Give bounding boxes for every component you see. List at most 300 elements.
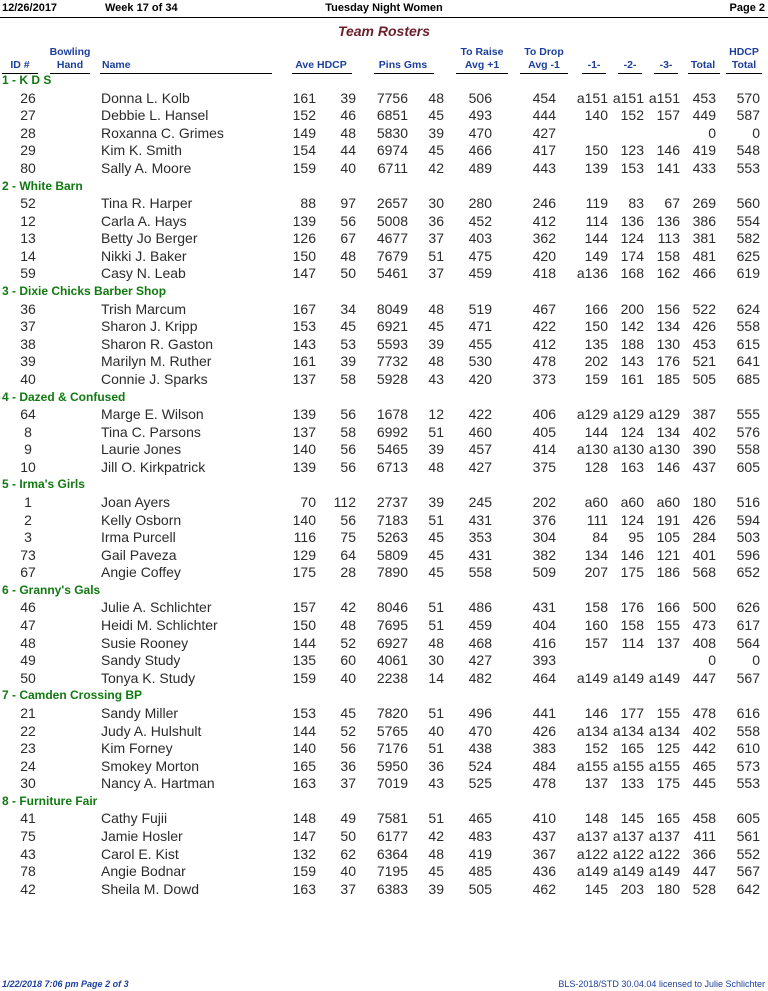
cell-hdcp: 40 — [340, 669, 356, 686]
cell-gms: 42 — [428, 159, 444, 176]
cell-htotal: 553 — [736, 775, 760, 792]
cell-g3: 162 — [656, 265, 680, 282]
cell-raise: 431 — [468, 511, 492, 528]
cell-drop: 373 — [532, 370, 556, 387]
cell-drop: 443 — [532, 159, 556, 176]
cell-g3: a149 — [648, 669, 680, 686]
cell-hdcp: 44 — [340, 142, 356, 159]
cell-gms: 48 — [428, 89, 444, 106]
cell-g2: 133 — [620, 775, 644, 792]
cell-g1: 152 — [584, 740, 608, 757]
cell-g3: a134 — [648, 722, 680, 739]
cell-hdcp: 64 — [340, 546, 356, 563]
cell-g3: 146 — [656, 458, 680, 475]
cell-htotal: 558 — [736, 722, 760, 739]
cell-htotal: 685 — [736, 370, 760, 387]
cell-htotal: 567 — [736, 669, 760, 686]
cell-total: 449 — [692, 107, 716, 124]
cell-name: Carol E. Kist — [101, 845, 179, 862]
cell-gms: 39 — [428, 335, 444, 352]
cell-htotal: 564 — [736, 634, 760, 651]
cell-htotal: 652 — [736, 564, 760, 581]
report-date: 12/26/2017 — [2, 2, 58, 14]
cell-raise: 485 — [468, 863, 492, 880]
cell-hdcp: 39 — [340, 353, 356, 370]
footer-license: BLS-2018/STD 30.04.04 licensed to Julie Schlichter — [558, 979, 765, 989]
cell-raise: 419 — [468, 845, 492, 862]
cell-raise: 245 — [468, 493, 492, 510]
cell-g1: 111 — [586, 511, 608, 528]
cell-ave: 139 — [292, 212, 316, 229]
cell-total: 473 — [692, 617, 716, 633]
cell-drop: 417 — [532, 142, 556, 159]
cell-id: 38 — [20, 335, 36, 352]
col-total: Total — [690, 59, 716, 71]
cell-g2: 124 — [620, 423, 644, 440]
cell-g3: 166 — [656, 599, 680, 616]
underline-hand — [50, 73, 90, 74]
cell-hdcp: 37 — [340, 775, 356, 792]
cell-g2: 161 — [620, 370, 644, 387]
cell-g2: a134 — [612, 722, 644, 739]
cell-hdcp: 40 — [340, 863, 356, 880]
cell-g1: a60 — [584, 493, 608, 510]
col-pins-gms: Pins Gms — [378, 59, 428, 71]
cell-raise: 457 — [468, 441, 492, 458]
cell-pins: 7183 — [376, 511, 408, 528]
col-hdcp-total-2: Total — [731, 59, 757, 71]
cell-gms: 40 — [428, 722, 444, 739]
cell-htotal: 558 — [736, 318, 760, 335]
cell-gms: 51 — [428, 423, 444, 440]
cell-drop: 382 — [532, 546, 556, 563]
cell-name: Kim Forney — [101, 740, 173, 757]
cell-g3: a122 — [648, 845, 680, 862]
cell-id: 40 — [20, 370, 36, 387]
cell-g1: 150 — [584, 318, 608, 335]
cell-name: Julie A. Schlichter — [101, 599, 212, 616]
cell-pins: 5928 — [376, 370, 408, 387]
cell-pins: 5263 — [376, 529, 408, 546]
cell-id: 1 — [24, 493, 32, 510]
cell-gms: 45 — [428, 107, 444, 124]
cell-hdcp: 62 — [340, 845, 356, 862]
cell-gms: 37 — [428, 230, 444, 247]
cell-pins: 4061 — [376, 652, 408, 669]
cell-g3: 130 — [656, 335, 680, 352]
cell-name: Tina R. Harper — [101, 195, 193, 211]
cell-g3: 155 — [656, 617, 680, 633]
cell-drop: 383 — [532, 740, 556, 757]
cell-hdcp: 40 — [340, 159, 356, 176]
cell-g2: a130 — [612, 441, 644, 458]
cell-pins: 5830 — [376, 124, 408, 141]
cell-pins: 4677 — [376, 230, 408, 247]
cell-name: Sally A. Moore — [101, 159, 192, 176]
cell-name: Smokey Morton — [101, 757, 200, 774]
col-hdcp-total-1: HDCP — [729, 46, 759, 58]
cell-g1: 146 — [584, 704, 608, 721]
cell-htotal: 503 — [736, 529, 760, 546]
cell-gms: 36 — [428, 212, 444, 229]
cell-id: 14 — [20, 247, 36, 264]
cell-pins: 6364 — [376, 845, 408, 862]
cell-g1: a130 — [576, 441, 608, 458]
cell-total: 481 — [692, 247, 716, 264]
team-header: 4 - Dazed & Confused — [2, 389, 126, 404]
cell-pins: 1678 — [376, 406, 408, 422]
cell-g1: 158 — [584, 599, 608, 616]
cell-htotal: 615 — [736, 335, 760, 352]
cell-gms: 12 — [428, 406, 444, 422]
cell-id: 46 — [20, 599, 36, 616]
cell-gms: 51 — [428, 511, 444, 528]
cell-name: Judy A. Hulshult — [101, 722, 202, 739]
team-header: 2 - White Barn — [2, 178, 83, 193]
cell-hdcp: 56 — [340, 441, 356, 458]
cell-pins: 6713 — [376, 458, 408, 475]
cell-ave: 152 — [292, 107, 316, 124]
cell-ave: 143 — [292, 335, 316, 352]
cell-g1: 150 — [584, 142, 608, 159]
cell-g3: 157 — [656, 107, 680, 124]
cell-htotal: 605 — [736, 810, 760, 827]
cell-g3: 180 — [656, 880, 680, 897]
cell-g1: 84 — [592, 529, 608, 546]
cell-g2: 124 — [620, 230, 644, 247]
cell-ave: 175 — [292, 564, 316, 581]
cell-name: Sharon J. Kripp — [101, 318, 198, 335]
cell-gms: 45 — [428, 529, 444, 546]
cell-pins: 6974 — [376, 142, 408, 159]
cell-g2: 158 — [620, 617, 644, 633]
cell-g2: 153 — [620, 159, 644, 176]
cell-g2: 163 — [620, 458, 644, 475]
cell-drop: 441 — [532, 704, 556, 721]
cell-name: Sandy Miller — [101, 704, 179, 721]
cell-g1: a136 — [576, 265, 608, 282]
cell-total: 366 — [692, 845, 716, 862]
cell-g2: 200 — [620, 300, 644, 317]
cell-gms: 51 — [428, 247, 444, 264]
cell-pins: 5461 — [376, 265, 408, 282]
cell-gms: 51 — [428, 810, 444, 827]
cell-drop: 362 — [532, 230, 556, 247]
cell-pins: 7019 — [376, 775, 408, 792]
cell-gms: 45 — [428, 863, 444, 880]
cell-id: 41 — [20, 810, 36, 827]
cell-pins: 5809 — [376, 546, 408, 563]
cell-hdcp: 56 — [340, 458, 356, 475]
cell-id: 42 — [20, 880, 36, 897]
col-drop-1: To Drop — [524, 46, 564, 58]
cell-raise: 486 — [468, 599, 492, 616]
cell-htotal: 0 — [752, 652, 760, 669]
cell-g1: 202 — [584, 353, 608, 370]
cell-total: 0 — [708, 652, 716, 669]
cell-id: 67 — [20, 564, 36, 581]
cell-hdcp: 97 — [340, 195, 356, 211]
cell-id: 75 — [20, 828, 36, 844]
cell-drop: 404 — [532, 617, 556, 633]
cell-g3: 165 — [656, 810, 680, 827]
cell-hdcp: 52 — [340, 634, 356, 651]
col-game-1: -1- — [587, 59, 601, 71]
cell-hdcp: 112 — [333, 493, 356, 510]
cell-total: 180 — [692, 493, 716, 510]
cell-htotal: 560 — [736, 195, 760, 211]
cell-g1: 207 — [584, 564, 608, 581]
cell-total: 433 — [692, 159, 716, 176]
cell-drop: 422 — [532, 318, 556, 335]
cell-id: 23 — [20, 740, 36, 757]
cell-name: Trish Marcum — [101, 300, 187, 317]
cell-pins: 7679 — [376, 247, 408, 264]
cell-ave: 165 — [292, 757, 316, 774]
cell-g1: 159 — [584, 370, 608, 387]
cell-pins: 8049 — [376, 300, 408, 317]
cell-id: 39 — [20, 353, 36, 370]
cell-raise: 489 — [468, 159, 492, 176]
cell-name: Sandy Study — [101, 652, 181, 669]
cell-g2: a122 — [612, 845, 644, 862]
cell-htotal: 624 — [736, 300, 760, 317]
cell-drop: 410 — [532, 810, 556, 827]
col-raise-1: To Raise — [460, 46, 504, 58]
cell-total: 500 — [692, 599, 716, 616]
cell-raise: 496 — [468, 704, 492, 721]
week-label: Week 17 of 34 — [105, 2, 178, 14]
cell-ave: 159 — [292, 863, 316, 880]
cell-name: Marilyn M. Ruther — [101, 353, 212, 370]
cell-raise: 459 — [468, 265, 492, 282]
cell-drop: 418 — [532, 265, 556, 282]
cell-raise: 471 — [468, 318, 492, 335]
cell-raise: 506 — [468, 89, 492, 106]
col-ave-hdcp: Ave HDCP — [295, 59, 347, 71]
underline-name — [100, 73, 272, 74]
cell-raise: 455 — [468, 335, 492, 352]
cell-hdcp: 56 — [340, 212, 356, 229]
cell-pins: 7195 — [376, 863, 408, 880]
cell-id: 8 — [24, 423, 32, 440]
cell-g1: 144 — [584, 230, 608, 247]
cell-pins: 6921 — [376, 318, 408, 335]
cell-pins: 5950 — [376, 757, 408, 774]
cell-name: Laurie Jones — [101, 441, 182, 458]
cell-ave: 140 — [292, 511, 316, 528]
col-bowling-hand-2: Hand — [56, 59, 84, 71]
team-header: 7 - Camden Crossing BP — [2, 688, 143, 703]
cell-total: 528 — [692, 880, 716, 897]
cell-g2: 83 — [628, 195, 644, 211]
cell-total: 411 — [693, 828, 716, 844]
underline-pins — [374, 73, 434, 74]
cell-drop: 431 — [532, 599, 556, 616]
cell-raise: 466 — [468, 142, 492, 159]
cell-id: 37 — [20, 318, 36, 335]
cell-name: Connie J. Sparks — [101, 370, 208, 387]
cell-hdcp: 50 — [340, 265, 356, 282]
cell-g1: a149 — [576, 863, 608, 880]
cell-id: 21 — [20, 704, 36, 721]
cell-id: 73 — [20, 546, 36, 563]
cell-ave: 137 — [292, 423, 316, 440]
cell-id: 36 — [20, 300, 36, 317]
cell-pins: 6383 — [376, 880, 408, 897]
cell-ave: 157 — [292, 599, 316, 616]
cell-htotal: 561 — [736, 828, 760, 844]
cell-hdcp: 37 — [340, 880, 356, 897]
header-divider — [0, 17, 768, 18]
cell-raise: 493 — [468, 107, 492, 124]
cell-id: 9 — [24, 441, 32, 458]
underline-raise — [456, 73, 508, 74]
cell-hdcp: 58 — [340, 423, 356, 440]
cell-htotal: 553 — [736, 159, 760, 176]
cell-g2: 146 — [620, 546, 644, 563]
cell-id: 24 — [20, 757, 36, 774]
cell-htotal: 548 — [736, 142, 760, 159]
cell-g3: 105 — [656, 529, 680, 546]
cell-g3: 186 — [656, 564, 680, 581]
cell-drop: 427 — [532, 124, 556, 141]
cell-id: 80 — [20, 159, 36, 176]
cell-drop: 436 — [532, 863, 556, 880]
cell-hdcp: 28 — [340, 564, 356, 581]
underline-drop — [520, 73, 568, 74]
cell-g2: 142 — [620, 318, 644, 335]
cell-htotal: 610 — [736, 740, 760, 757]
cell-raise: 468 — [468, 634, 492, 651]
cell-id: 49 — [20, 652, 36, 669]
cell-g3: 175 — [656, 775, 680, 792]
cell-pins: 7732 — [376, 353, 408, 370]
cell-g2: 143 — [620, 353, 644, 370]
cell-g1: a149 — [576, 669, 608, 686]
cell-drop: 464 — [532, 669, 556, 686]
cell-gms: 39 — [428, 493, 444, 510]
cell-raise: 482 — [468, 669, 492, 686]
cell-ave: 161 — [292, 353, 316, 370]
cell-total: 447 — [692, 669, 716, 686]
cell-g2: a151 — [612, 89, 644, 106]
cell-name: Marge E. Wilson — [101, 406, 204, 422]
cell-raise: 470 — [468, 722, 492, 739]
cell-htotal: 625 — [736, 247, 760, 264]
cell-g2: 123 — [620, 142, 644, 159]
cell-g1: 148 — [584, 810, 608, 827]
cell-total: 458 — [692, 810, 716, 827]
cell-pins: 7756 — [376, 89, 408, 106]
cell-g3: 137 — [656, 634, 680, 651]
cell-pins: 2238 — [376, 669, 408, 686]
cell-g1: 114 — [585, 212, 608, 229]
cell-g2: 152 — [620, 107, 644, 124]
cell-drop: 375 — [532, 458, 556, 475]
cell-raise: 280 — [468, 195, 492, 211]
cell-g3: a130 — [648, 441, 680, 458]
cell-total: 442 — [692, 740, 716, 757]
cell-g3: a151 — [648, 89, 680, 106]
cell-id: 12 — [20, 212, 36, 229]
cell-g2: 168 — [620, 265, 644, 282]
cell-ave: 153 — [292, 704, 316, 721]
cell-total: 568 — [692, 564, 716, 581]
cell-g3: 156 — [656, 300, 680, 317]
cell-drop: 426 — [532, 722, 556, 739]
cell-g3: 134 — [656, 423, 680, 440]
cell-name: Kim K. Smith — [101, 142, 182, 159]
cell-g1: 137 — [584, 775, 608, 792]
cell-hdcp: 53 — [340, 335, 356, 352]
cell-total: 0 — [708, 124, 716, 141]
cell-g3: 136 — [656, 212, 680, 229]
cell-total: 381 — [692, 230, 716, 247]
cell-id: 48 — [20, 634, 36, 651]
cell-ave: 147 — [292, 828, 316, 844]
cell-g2: a129 — [612, 406, 644, 422]
cell-g2: 203 — [620, 880, 644, 897]
cell-g3: 155 — [656, 704, 680, 721]
cell-hdcp: 48 — [340, 617, 356, 633]
cell-g2: a155 — [612, 757, 644, 774]
cell-hdcp: 45 — [340, 318, 356, 335]
league-name: Tuesday Night Women — [325, 2, 443, 14]
cell-g1: a129 — [576, 406, 608, 422]
cell-drop: 478 — [532, 353, 556, 370]
cell-id: 43 — [20, 845, 36, 862]
cell-gms: 51 — [428, 599, 444, 616]
cell-name: Angie Coffey — [101, 564, 181, 581]
cell-g2: 188 — [620, 335, 644, 352]
cell-raise: 525 — [468, 775, 492, 792]
cell-g1: a134 — [576, 722, 608, 739]
cell-htotal: 555 — [736, 406, 760, 422]
cell-pins: 8046 — [376, 599, 408, 616]
cell-htotal: 642 — [736, 880, 760, 897]
cell-g1: a155 — [576, 757, 608, 774]
underline-g1 — [582, 73, 606, 74]
cell-htotal: 587 — [736, 107, 760, 124]
cell-total: 401 — [692, 546, 716, 563]
cell-ave: 139 — [292, 458, 316, 475]
cell-name: Donna L. Kolb — [101, 89, 190, 106]
cell-g3: a155 — [648, 757, 680, 774]
cell-gms: 48 — [428, 845, 444, 862]
cell-g3: 176 — [656, 353, 680, 370]
cell-id: 27 — [20, 107, 36, 124]
cell-g3: 141 — [656, 159, 680, 176]
team-header: 3 - Dixie Chicks Barber Shop — [2, 284, 167, 298]
cell-pins: 7176 — [376, 740, 408, 757]
cell-hdcp: 67 — [340, 230, 356, 247]
cell-total: 505 — [692, 370, 716, 387]
cell-name: Kelly Osborn — [101, 511, 182, 528]
cell-pins: 5465 — [376, 441, 408, 458]
cell-g3: 146 — [656, 142, 680, 159]
cell-g1: a137 — [576, 828, 608, 844]
cell-g2: a149 — [612, 863, 644, 880]
cell-drop: 406 — [532, 406, 556, 422]
cell-pins: 5593 — [376, 335, 408, 352]
footer-timestamp: 1/22/2018 7:06 pm Page 2 of 3 — [2, 979, 129, 989]
cell-pins: 6177 — [376, 828, 408, 844]
cell-total: 447 — [692, 863, 716, 880]
cell-g2: 174 — [620, 247, 644, 264]
cell-total: 390 — [692, 441, 716, 458]
cell-total: 453 — [692, 335, 716, 352]
